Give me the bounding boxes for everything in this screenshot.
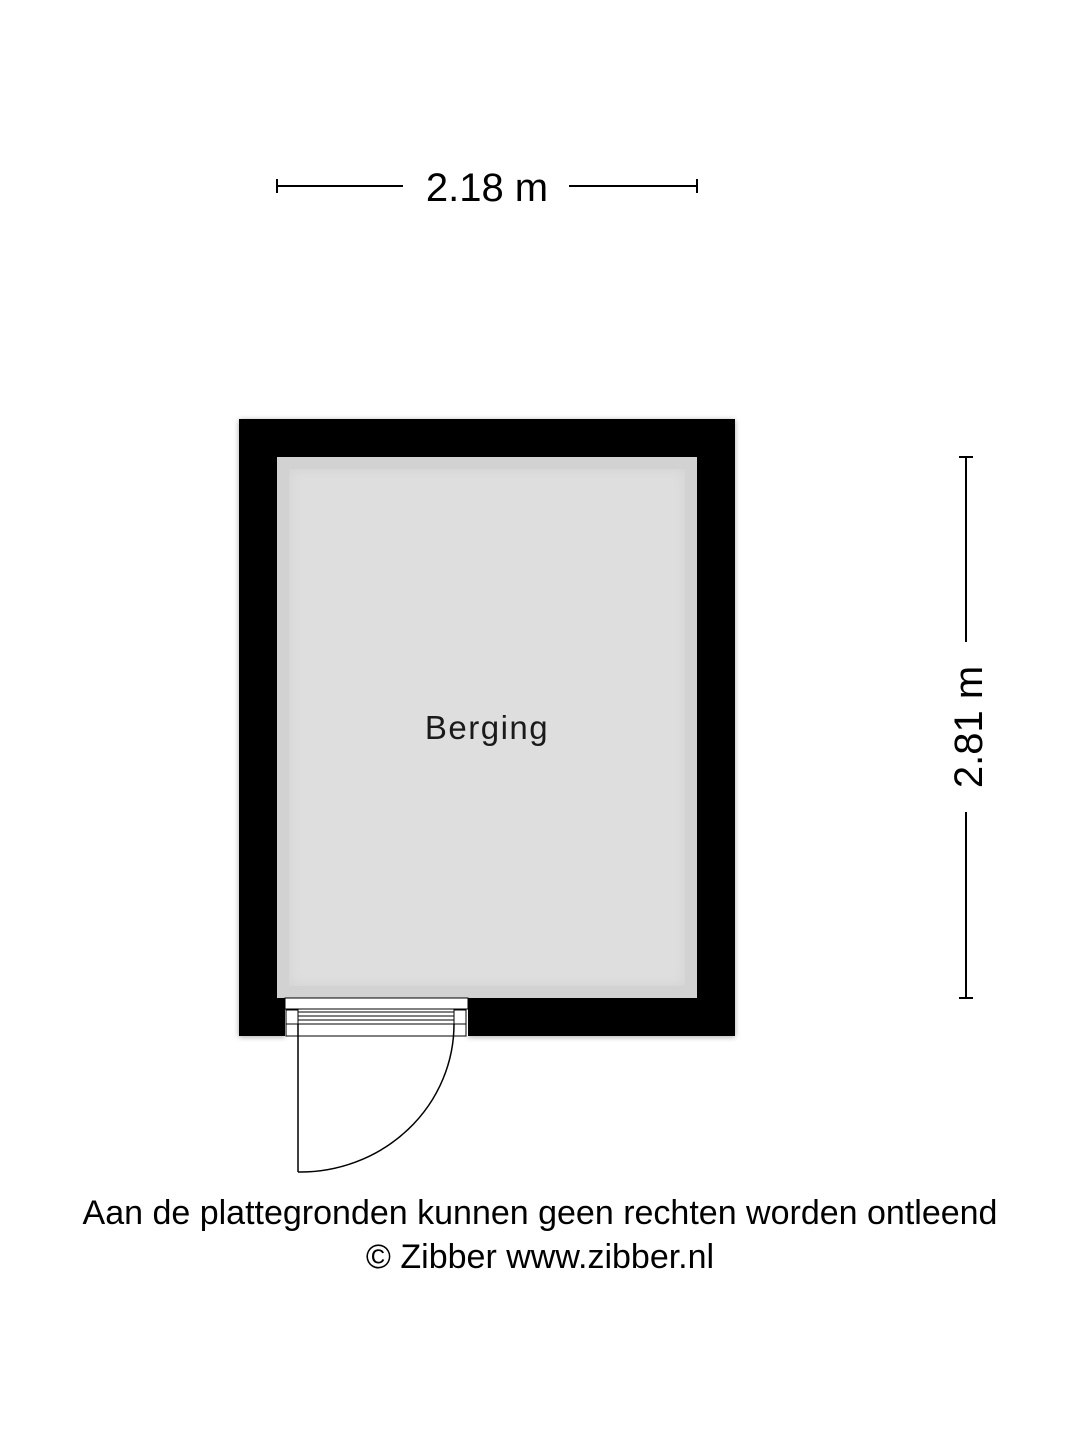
width-dimension-label: 2.18 m	[425, 166, 549, 210]
room-label: Berging	[424, 709, 550, 746]
door-leaf-base	[286, 1024, 466, 1036]
door-frame-right-jamb	[454, 1010, 466, 1024]
door-frame-left-jamb	[286, 1010, 298, 1024]
height-dimension	[947, 457, 991, 998]
height-dimension-label: 2.81 m	[947, 665, 991, 789]
width-dimension	[277, 166, 697, 210]
door	[285, 998, 468, 1172]
door-frame-outer	[285, 998, 468, 1009]
door-swing-arc	[298, 1024, 454, 1172]
disclaimer-text: Aan de plattegronden kunnen geen rechten worden ontleend	[82, 1194, 998, 1232]
copyright-text: © Zibber www.zibber.nl	[365, 1238, 715, 1276]
